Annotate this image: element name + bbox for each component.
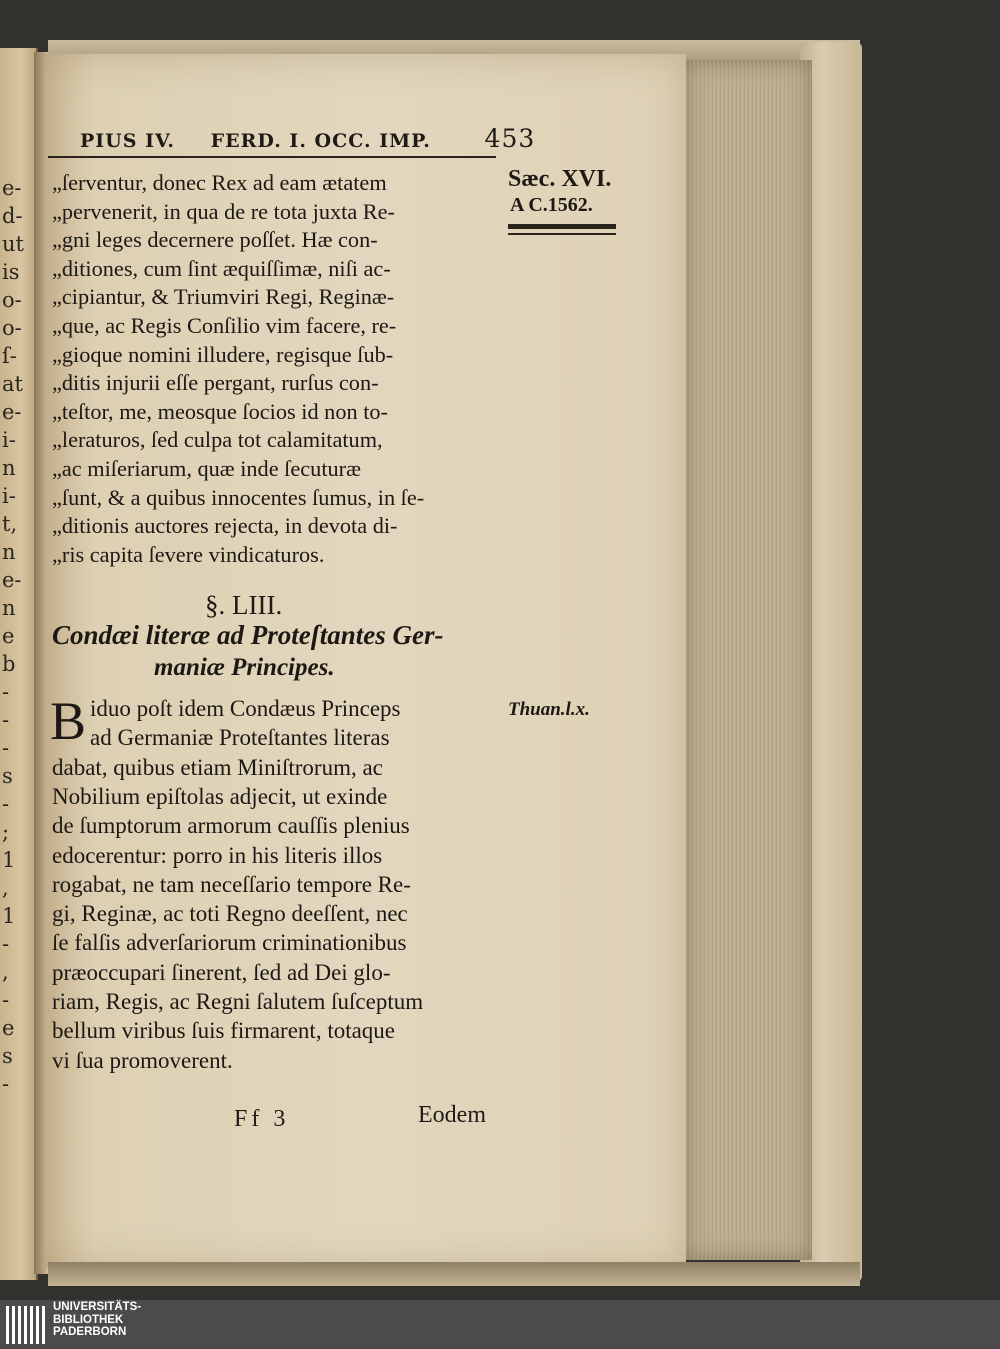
head-rule [48, 156, 496, 158]
paragraph-line: præoccupari ſinerent, ſed ad Dei glo- [52, 959, 391, 985]
left-page-glyph: 1 [2, 848, 16, 872]
paragraph-line: bellum viribus ſuis firmarent, totaque [52, 1018, 396, 1044]
body-line: „pervenerit, in qua de re tota juxta Re- [52, 198, 395, 224]
left-page-glyph: is [2, 260, 20, 284]
paragraph-line: gi, Reginæ, ac toti Regno deeſſent, nec [52, 901, 408, 927]
left-page-glyph: d- [2, 204, 23, 228]
left-page-glyph: e- [2, 568, 22, 592]
page-number: 453 [484, 124, 536, 153]
section-number: §. LIII. [205, 590, 283, 620]
left-page-glyph: ſ- [2, 344, 17, 368]
left-page-edge [0, 48, 38, 1280]
body-line: „gioque nomini illudere, regisque ſub- [52, 341, 394, 367]
body-line: „teſtor, me, meosque ſocios id non to- [52, 398, 388, 424]
running-head [80, 124, 535, 153]
left-page-glyph: n [2, 596, 16, 620]
body-line: „ditiones, cum ſint æquiſſimæ, niſi ac- [52, 255, 391, 281]
left-page-glyph: - [2, 680, 10, 704]
body-line: „ac miſeriarum, quæ inde ſecuturæ [52, 456, 361, 481]
left-page-glyph: n [2, 456, 16, 480]
section-title-line-1: Condæi literæ ad Proteſtantes Ger- [52, 620, 444, 650]
left-page-glyph: e [2, 624, 15, 648]
library-logo-icon [6, 1306, 46, 1344]
left-page-glyph: - [2, 708, 10, 732]
paragraph-line: vi ſua promoverent. [52, 1047, 233, 1073]
cover-bottom-edge [48, 1262, 860, 1286]
margin-rule [508, 224, 616, 229]
left-page-glyph: - [2, 792, 10, 816]
margin-note-saeculum: Sæc. XVI. [508, 166, 612, 192]
body-line: „ditis injurii eſſe pergant, rurſus con- [52, 370, 379, 396]
logo-line-2: BIBLIOTHEK [53, 1313, 124, 1326]
library-logo-text [53, 1301, 141, 1339]
section-title-line-2: maniæ Principes. [154, 654, 335, 681]
body-line: „cipiantur, & Triumviri Regi, Reginæ- [52, 284, 395, 310]
paragraph-line: riam, Regis, ac Regni ſalutem ſuſceptum [52, 989, 424, 1014]
page-block-edges [684, 60, 812, 1260]
left-page-glyph: n [2, 540, 16, 564]
paragraph-line: ad Germaniæ Proteſtantes literas [90, 725, 390, 751]
signature-mark: Ff 3 [234, 1106, 290, 1132]
left-page-glyph: e- [2, 176, 22, 200]
paragraph-line: iduo poſt idem Condæus Princeps [90, 696, 401, 721]
paragraph-line: rogabat, ne tam neceſſario tempore Re- [52, 871, 411, 897]
body-line: „ſunt, & a quibus innocentes ſumus, in ſe- [52, 484, 425, 510]
left-page-glyph: e- [2, 400, 22, 424]
catchword: Eodem [418, 1102, 486, 1128]
left-page-glyph: , [2, 876, 9, 900]
body-line: „leraturos, ſed culpa tot calamitatum, [52, 427, 383, 453]
body-line: „ris capita ſevere vindicaturos. [52, 541, 325, 567]
body-line: „gni leges decernere poſſet. Hæ con- [52, 227, 378, 253]
running-head-center: FERD. I. OCC. IMP. [210, 130, 431, 152]
left-page-glyph: i- [2, 484, 16, 508]
left-page-glyph: s [2, 764, 13, 788]
drop-cap: B [50, 691, 87, 751]
running-head-left: PIUS IV. [80, 130, 176, 152]
left-page-glyph: ; [2, 820, 10, 844]
paragraph-line: de ſumptorum armorum cauſſis plenius [52, 813, 410, 839]
body-line: „ſerventur, donec Rex ad eam ætatem [52, 170, 387, 195]
margin-note-year: A C.1562. [510, 194, 593, 216]
left-page-glyph: i- [2, 428, 16, 452]
paragraph-line: edocerentur: porro in his literis illos [52, 842, 383, 868]
margin-rule [508, 233, 616, 235]
logo-line-3: PADERBORN [53, 1326, 127, 1338]
left-page-glyph: s [2, 1044, 13, 1068]
left-page-glyph: o- [2, 316, 22, 340]
left-page-glyph: - [2, 932, 10, 956]
left-page-glyph: e [2, 1016, 15, 1040]
left-page-glyph: o- [2, 288, 22, 312]
left-page-glyph: b [2, 652, 16, 676]
logo-line-1: UNIVERSITÄTS- [53, 1301, 142, 1313]
left-page-glyph: at [2, 372, 23, 396]
left-page-glyph: - [2, 988, 10, 1012]
paragraph-line: ſe falſis adverſariorum criminationibus [52, 930, 407, 956]
left-page-glyph: - [2, 736, 10, 760]
body-line: „ditionis auctores rejecta, in devota di- [52, 513, 398, 539]
paragraph-line: dabat, quibus etiam Miniſtrorum, ac [52, 754, 383, 780]
paragraph-line: Nobilium epiſtolas adjecit, ut exinde [52, 783, 388, 809]
left-page-glyph: - [2, 1072, 10, 1096]
library-footer-bar [0, 1300, 1000, 1349]
left-page-glyph: t, [2, 512, 18, 536]
left-page-glyph: , [2, 960, 9, 984]
margin-note-source: Thuan.l.x. [508, 699, 590, 720]
left-page-glyph: 1 [2, 904, 16, 928]
body-line: „que, ac Regis Conſilio vim facere, re- [52, 313, 397, 338]
left-page-glyph: ut [2, 232, 24, 256]
